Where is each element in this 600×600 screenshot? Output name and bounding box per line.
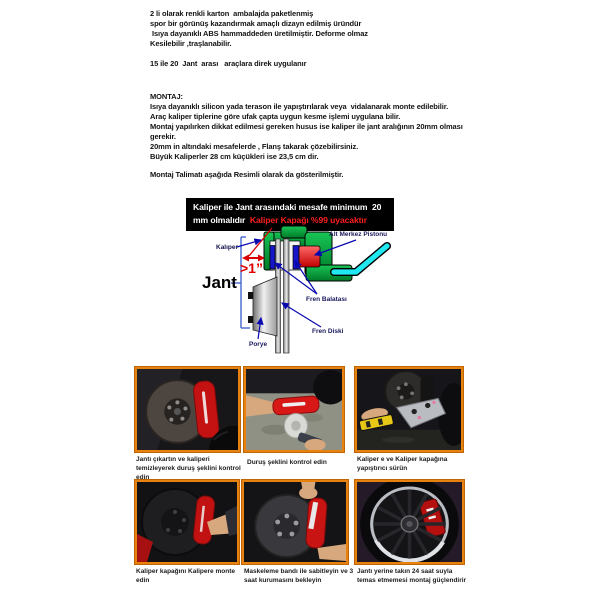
banner-line-1: Kaliper ile Jant arasındaki mesafe minimum 20 xyxy=(193,202,382,212)
intro-line: Isıya dayanıklı ABS hammaddeden üretilmiştir. Deforme olmaz xyxy=(150,29,368,38)
montaj-section xyxy=(150,92,463,180)
intro-line: Kesilebilir ,traşlanabilir. xyxy=(150,39,232,48)
step-photo-2 xyxy=(244,367,344,452)
montaj-footer-line: Montaj Talimatı aşağıda Resimli olarak da gösterilmiştir. xyxy=(150,170,344,179)
step-caption-1: Jantı çıkartın ve kaliperi temizleyerek duruş şeklini kontrol edin xyxy=(136,456,241,481)
montaj-line: Montaj yapılırken dikkat edilmesi gereken husus ise kaliper ile jant aralığının 20mm olması xyxy=(150,122,463,131)
step-photo-5 xyxy=(242,480,348,564)
mount-cover-photo xyxy=(137,482,237,562)
disc-with-cover-photo xyxy=(137,369,238,450)
gap-dimension-label: >1” xyxy=(240,260,263,276)
montaj-heading: MONTAJ: xyxy=(150,92,183,101)
montaj-line: Isıya dayanıklı silicon yada terason ile yapıştırılarak veya vidalanarak monte edilebilir. xyxy=(150,102,449,111)
step-caption-6: Jantı yerine takın 24 saat suyla temas etmemesi montaj güçlendirir xyxy=(357,568,467,584)
hub-shape xyxy=(248,277,277,336)
masking-tape-photo xyxy=(244,482,346,562)
banner-line-2-red: Kaliper Kapağı %99 uyacaktır xyxy=(249,215,367,225)
brake-pad-label: Fren Balatası xyxy=(306,296,347,303)
intro-text xyxy=(150,9,368,49)
step-caption-4: Kaliper kapağını Kalipere monte edin xyxy=(136,568,235,584)
piston-label: Alt Merkez Pistonu xyxy=(329,231,388,238)
intro-line: 2 li olarak renkli karton ambalajda paketlenmiş xyxy=(150,9,314,18)
montaj-line: gerekir. xyxy=(150,132,176,141)
hub-label: Porye xyxy=(249,341,268,348)
step-photo-6 xyxy=(355,480,464,564)
step-caption-2: Duruş şeklini kontrol edin xyxy=(247,459,327,466)
piston-shape xyxy=(299,246,320,267)
step-photo-4 xyxy=(135,480,239,564)
step-caption-3: Kaliper e ve Kaliper kapağına yapıştırıcı sürün xyxy=(357,456,448,472)
cover-fit-check-photo xyxy=(246,369,342,450)
brake-disc-label: Fren Diski xyxy=(312,328,344,335)
banner-line-2-white: mm olmalıdır xyxy=(193,215,250,225)
fitment-note: 15 ile 20 Jant arası araçlara direk uygulanır xyxy=(150,59,307,68)
montaj-line: 20mm in altındaki mesafelerde , Flanş takarak çözebilirsiniz. xyxy=(150,142,359,151)
step-photo-1 xyxy=(135,367,240,452)
finished-wheel-photo xyxy=(357,482,462,562)
montaj-line: Büyük Kaliperler 28 cm küçükleri ise 23,5 cm dir. xyxy=(150,152,319,161)
rim-label: Jant xyxy=(202,273,237,292)
apply-adhesive-photo xyxy=(357,369,461,450)
caliper-label: Kalıper xyxy=(216,244,239,251)
step-photo-3 xyxy=(355,367,463,452)
step-caption-5: Maskeleme bandı ile sabitleyin ve 3 saat kurumasını bekleyin xyxy=(244,568,354,584)
intro-line: spor bir görünüş kazandırmak amaçlı dizayn edilmiş üründür xyxy=(150,19,362,28)
montaj-line: Araç kaliper tiplerine göre ufak çapta uygun kesme işlemi uygulana bilir. xyxy=(150,112,401,121)
brake-hose xyxy=(334,246,387,272)
